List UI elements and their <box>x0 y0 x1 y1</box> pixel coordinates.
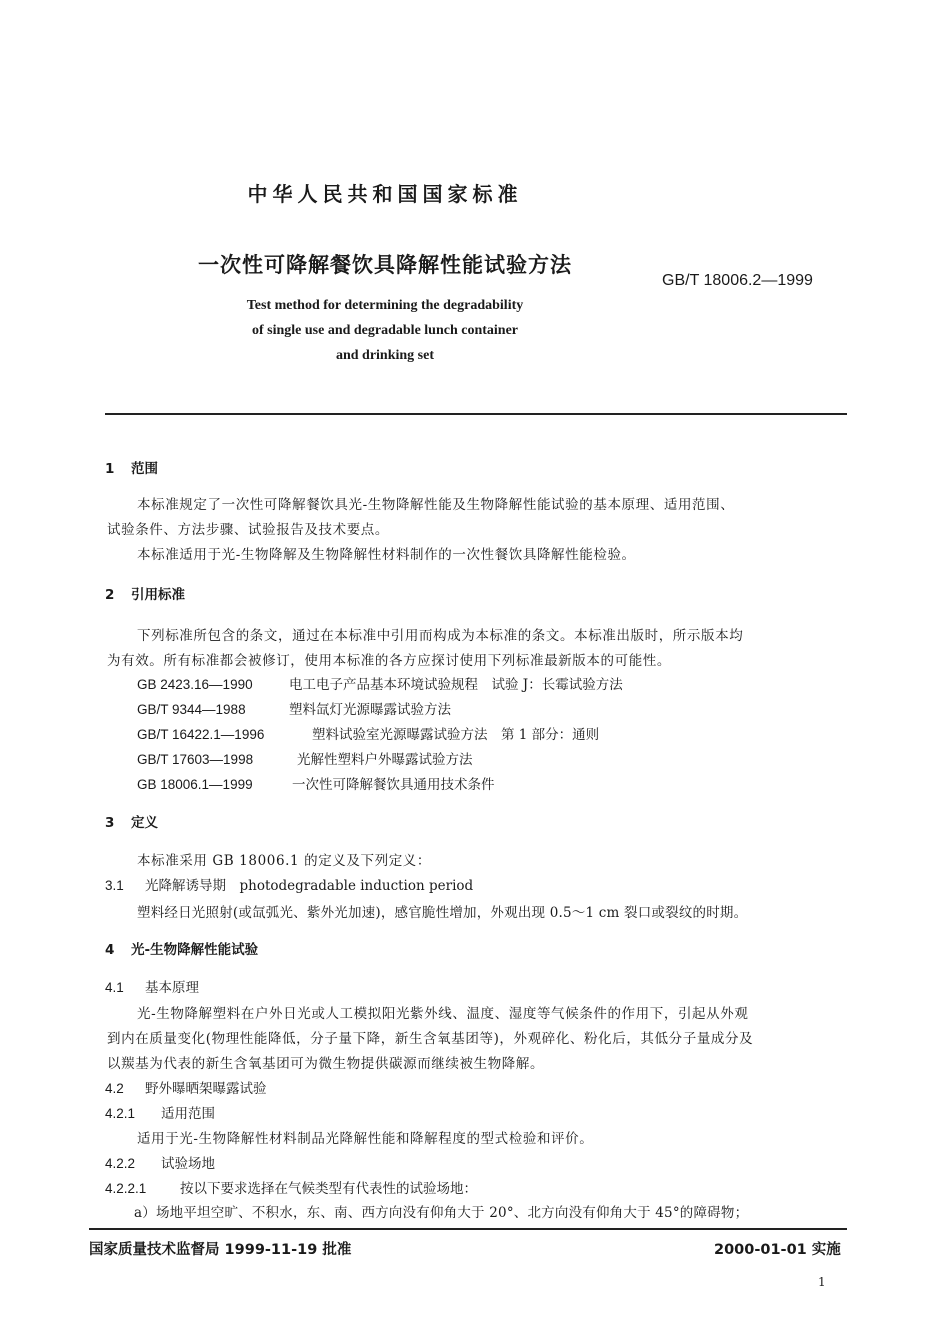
paragraph: 适用于光-生物降解性材料制品光降解性能和降解程度的型式检验和评价。 <box>137 1131 594 1147</box>
section-number: 3 <box>105 815 115 831</box>
document-title-en-line-1: Test method for determining the degradability <box>246 298 524 313</box>
section-title: 光-生物降解性能试验 <box>131 942 259 958</box>
reference-item <box>137 698 451 718</box>
paragraph: 为有效。所有标准都会被修订，使用本标准的各方应探讨使用下列标准最新版本的可能性。 <box>107 653 671 669</box>
section-2-heading <box>105 583 185 603</box>
section-title: 定义 <box>131 815 158 831</box>
section-title: 范围 <box>131 461 158 477</box>
section-1-heading <box>105 457 158 477</box>
section-4-heading <box>105 938 258 958</box>
paragraph: 下列标准所包含的条文，通过在本标准中引用而构成为本标准的条文。本标准出版时，所示版本均 <box>137 628 744 644</box>
clause-4-2-2 <box>105 1152 215 1172</box>
section-number: 2 <box>105 587 115 603</box>
reference-item <box>137 673 623 693</box>
standard-number: GB/T 18006.2—1999 <box>662 272 813 289</box>
clause-4-2-2-1 <box>105 1177 477 1197</box>
definition-text: 塑料经日光照射(或氙弧光、紫外光加速)，感官脆性增加，外观出现 0.5～1 cm 裂口或裂纹的时期。 <box>137 905 748 921</box>
reference-title: 塑料氙灯光源曝露试验方法 <box>289 702 451 718</box>
paragraph: 本标准适用于光-生物降解及生物降解性材料制作的一次性餐饮具降解性能检验。 <box>137 547 636 563</box>
reference-code: GB 18006.1—1999 <box>137 777 253 792</box>
reference-item <box>137 773 495 793</box>
clause-title: 基本原理 <box>145 980 199 996</box>
clause-title: 野外曝晒架曝露试验 <box>145 1081 267 1097</box>
reference-item <box>137 723 599 743</box>
document-title-en-line-3: and drinking set <box>335 348 435 363</box>
footer-divider <box>89 1228 847 1230</box>
paragraph: 以羰基为代表的新生含氧基团可为微生物提供碳源而继续被生物降解。 <box>107 1056 545 1072</box>
reference-code: GB/T 17603—1998 <box>137 752 254 767</box>
list-item-a: a）场地平坦空旷、不积水，东、南、西方向没有仰角大于 20°、北方向没有仰角大于 45°的障碍物； <box>134 1205 749 1221</box>
paragraph: 到内在质量变化(物理性能降低，分子量下降，新生含氧基团等)，外观碎化、粉化后，其低分子量成分及 <box>107 1031 754 1047</box>
clause-number: 4.2 <box>105 1081 124 1096</box>
reference-title: 电工电子产品基本环境试验规程 试验 J：长霉试验方法 <box>289 677 623 693</box>
reference-title: 塑料试验室光源曝露试验方法 第 1 部分：通则 <box>312 727 600 743</box>
national-standard-heading: 中华人民共和国国家标准 <box>247 182 523 206</box>
section-title: 引用标准 <box>131 587 185 603</box>
paragraph: 本标准采用 GB 18006.1 的定义及下列定义： <box>137 853 432 869</box>
paragraph: 试验条件、方法步骤、试验报告及技术要点。 <box>107 522 389 538</box>
reference-title: 光解性塑料户外曝露试验方法 <box>297 752 473 768</box>
section-number: 1 <box>105 461 115 477</box>
section-number: 4 <box>105 942 115 958</box>
clause-4-2 <box>105 1077 267 1097</box>
clause-number: 3.1 <box>105 878 124 893</box>
reference-title: 一次性可降解餐饮具通用技术条件 <box>292 777 495 793</box>
section-3-heading <box>105 811 158 831</box>
clause-4-2-1 <box>105 1102 215 1122</box>
reference-code: GB 2423.16—1990 <box>137 677 253 692</box>
clause-text: 按以下要求选择在气候类型有代表性的试验场地： <box>180 1181 477 1197</box>
definition-term: 光降解诱导期 photodegradable induction period <box>145 878 474 894</box>
reference-code: GB/T 16422.1—1996 <box>137 727 265 742</box>
reference-item <box>137 748 473 768</box>
document-title-en-line-2: of single use and degradable lunch container <box>251 323 519 338</box>
reference-code: GB/T 9344—1988 <box>137 702 246 717</box>
clause-title: 适用范围 <box>161 1106 215 1122</box>
clause-number: 4.2.1 <box>105 1106 136 1121</box>
paragraph: 本标准规定了一次性可降解餐饮具光-生物降解性能及生物降解性能试验的基本原理、适用范围、 <box>137 497 735 513</box>
document-title-cn: 一次性可降解餐饮具降解性能试验方法 <box>198 253 572 277</box>
approval-line: 国家质量技术监督局 1999-11-19 批准 <box>89 1242 352 1258</box>
definition-3-1 <box>105 874 473 894</box>
paragraph: 光-生物降解塑料在户外日光或人工模拟阳光紫外线、温度、湿度等气候条件的作用下，引起从外观 <box>137 1006 749 1022</box>
clause-4-1 <box>105 976 199 996</box>
header-divider <box>105 413 847 415</box>
clause-number: 4.2.2 <box>105 1156 136 1171</box>
implementation-date: 2000-01-01 实施 <box>714 1242 841 1258</box>
clause-number: 4.2.2.1 <box>105 1181 147 1196</box>
clause-number: 4.1 <box>105 980 124 995</box>
page-number: 1 <box>818 1275 826 1289</box>
clause-title: 试验场地 <box>161 1156 215 1172</box>
